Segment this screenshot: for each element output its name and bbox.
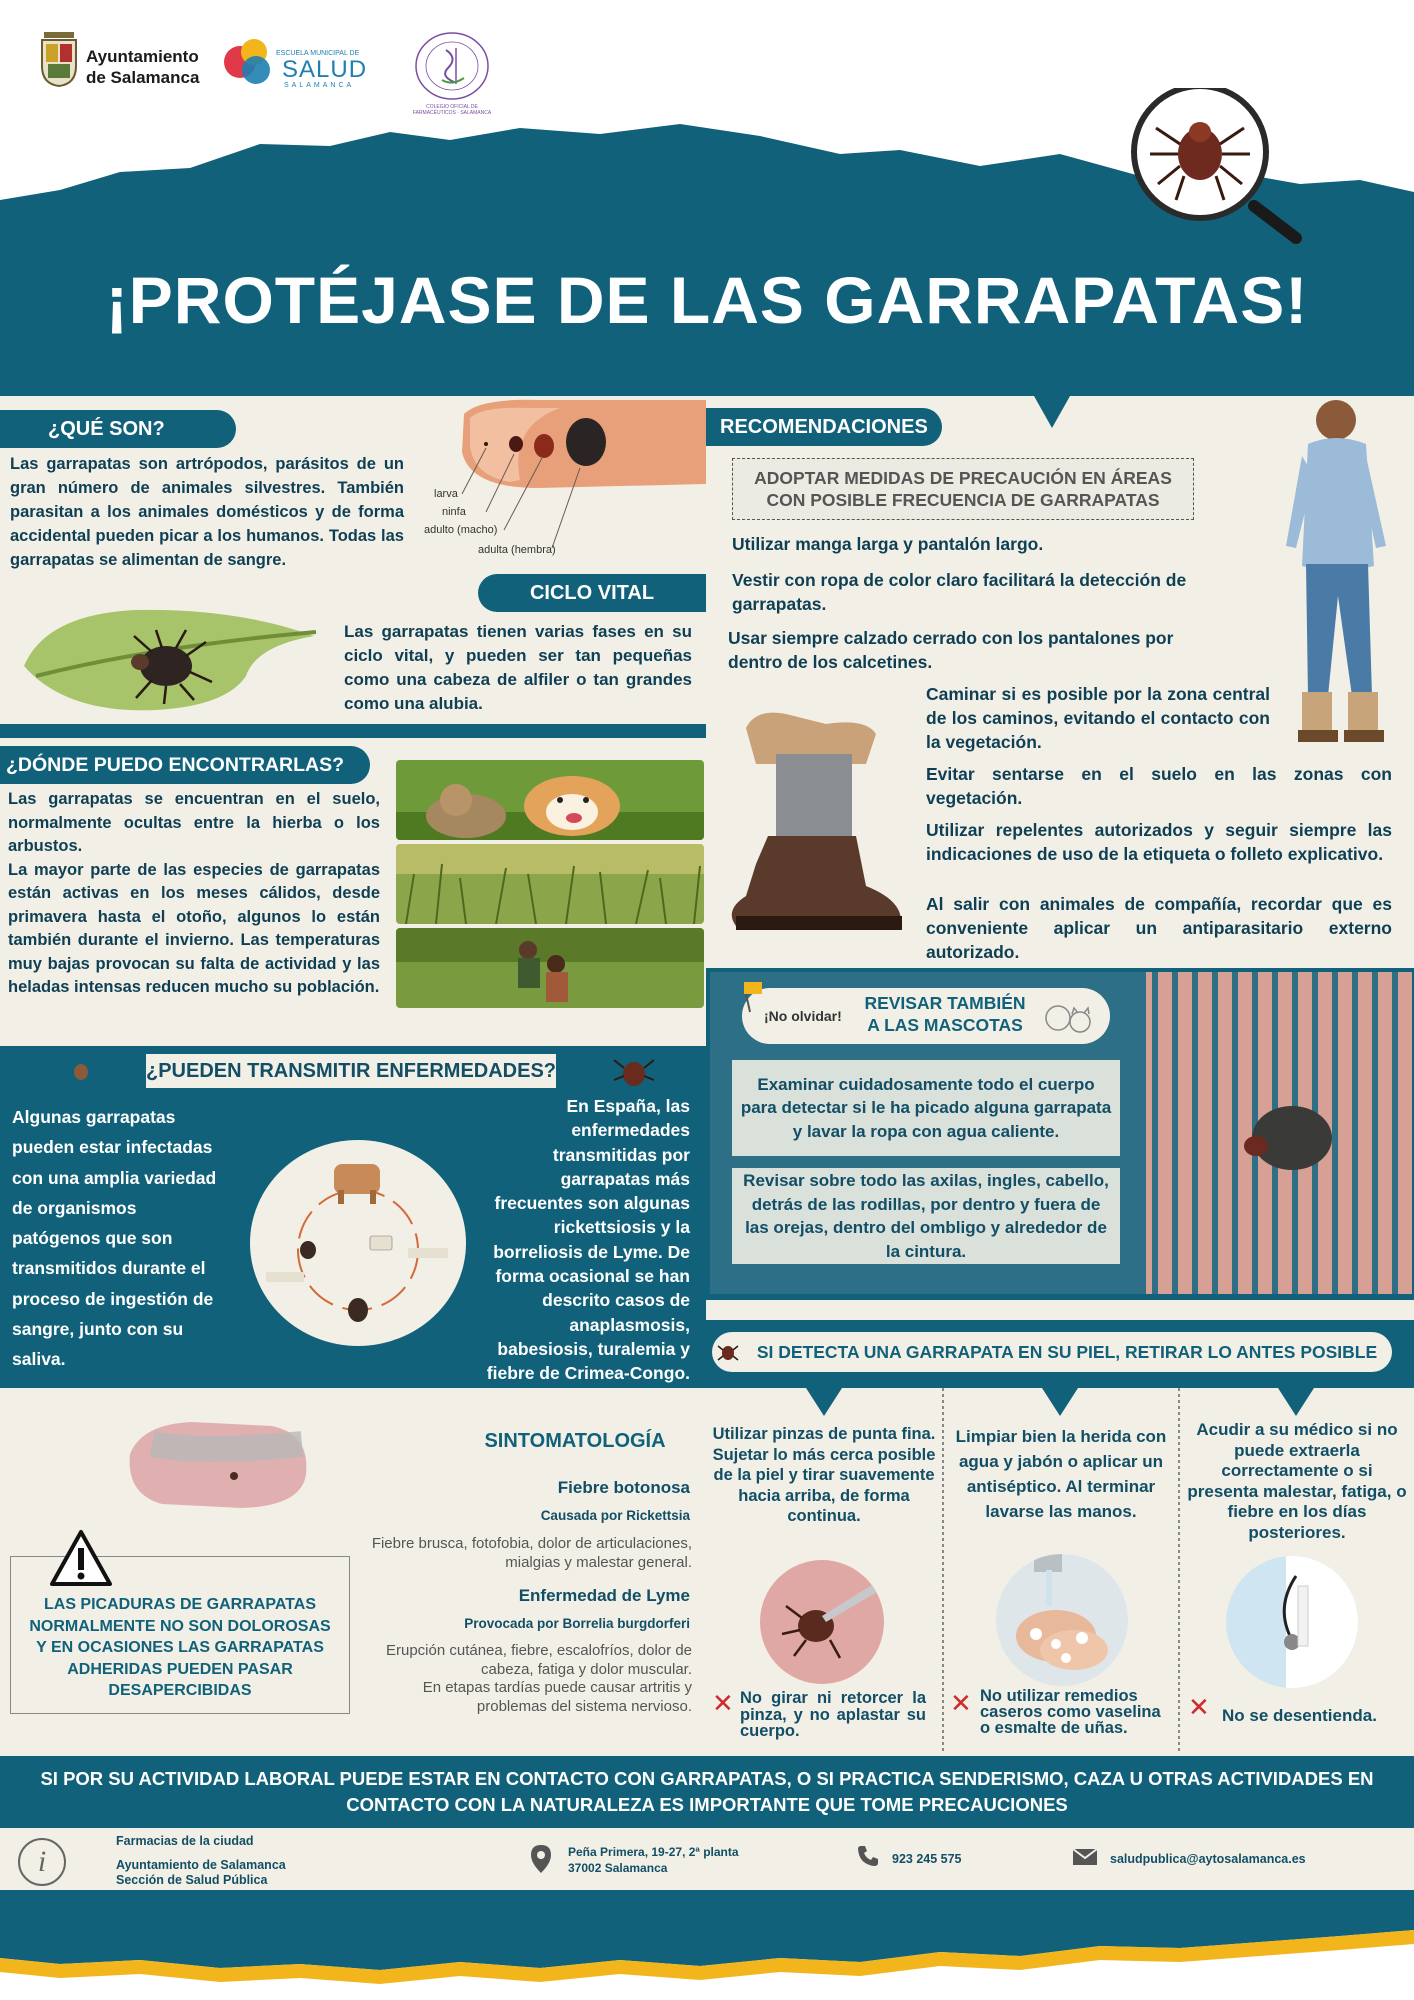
footer-info-1: Farmacias de la ciudad [116, 1834, 254, 1848]
hiker-image [1262, 396, 1412, 766]
warning-text: LAS PICADURAS DE GARRAPATAS NORMALMENTE NO SON DOLOROSAS Y EN OCASIONES LAS GARRAPATAS ADHERIDAS PUEDEN PASAR DESAPERCIBIDAS [29, 1596, 331, 1699]
d1-name: Fiebre botonosa [557, 1478, 690, 1497]
donde-text [8, 788, 380, 1000]
mascotas-box-2: Revisar sobre todo las axilas, ingles, cabello, detrás de las rodillas, por dentro y fuera de las orejas, dentro del ombligo y alrededor de la cintura. [732, 1168, 1120, 1264]
donde-p1: Las garrapatas se encuentran en el suelo, normalmente ocultas entre la hierba o los arbustos. [8, 790, 380, 855]
col-divider-2 [1178, 1388, 1180, 1752]
d2-name: Enfermedad de Lyme [518, 1586, 690, 1605]
logo-salud-sub: SALAMANCA [284, 82, 355, 89]
tick-mini-icon [716, 1340, 740, 1364]
salud-logo-icon [220, 34, 278, 90]
donde-heading: ¿DÓNDE PUEDO ENCONTRARLAS? [0, 746, 370, 784]
photo-grass [396, 844, 704, 924]
que-son-text: Las garrapatas son artrópodos, parásitos de un gran número de animales silvestres. También parasitan a los animales domésticos y de forma accidental pueden picar a los humanos. Todas las garrapatas se alimentan de sangre. [10, 455, 404, 569]
photo-hikers [396, 928, 704, 1008]
mascotas-heading: REVISAR TAMBIÉN A LAS MASCOTAS [864, 993, 1026, 1035]
washing-hands-photo [996, 1554, 1128, 1686]
col-arrow-1 [806, 1388, 842, 1416]
phone-icon [856, 1844, 880, 1868]
tick-on-leaf-image [16, 606, 328, 714]
col1-no-icon: ✕ [712, 1688, 734, 1718]
rec-item-2: Vestir con ropa de color claro facilitará la detección de garrapatas. [732, 570, 1187, 614]
no-olvidar-tag: ¡No olvidar! [764, 1008, 842, 1024]
rec-item-3: Usar siempre calzado cerrado con los pantalones por dentro de los calcetines. [728, 628, 1174, 672]
col3-text: Acudir a su médico si no puede extraerla correctamente o si presenta malestar, fatiga, o fiebre en los días posteriores. [1187, 1420, 1407, 1542]
col1-no: No girar ni retorcer la pinza, y no aplastar su cuerpo. [740, 1689, 926, 1740]
transmitir-heading: ¿PUEDEN TRANSMITIR ENFERMEDADES? [146, 1054, 556, 1088]
coat-of-arms-icon [38, 30, 80, 88]
warning-icon [48, 1528, 114, 1588]
label-ninfa: ninfa [442, 506, 466, 518]
logo-salud-main: SALUD [282, 56, 368, 83]
footer-address: Peña Primera, 19-27, 2ª planta 37002 Salamanca [568, 1845, 739, 1875]
d2-text: Erupción cutánea, fiebre, escalofríos, dolor de cabeza, fatiga y dolor muscular. En etapas tardías puede causar artritis y problemas del sistema nervioso. [385, 1642, 692, 1715]
tweezers-tick-photo [760, 1560, 884, 1684]
notch-arrow-icon [1034, 396, 1070, 428]
pharmacy-seal-text: COLEGIO OFICIAL DE FARMACÉUTICOS · SALAMANCA [412, 104, 492, 116]
doctor-photo [1226, 1556, 1358, 1688]
divider-bar [0, 724, 706, 738]
photo-dog-cat [396, 760, 704, 840]
col-arrow-2 [1042, 1388, 1078, 1416]
magnifier-tick-icon [1118, 88, 1414, 248]
ciclo-vital-text: Las garrapatas tienen varias fases en su ciclo vital, y pueden ser tan pequeñas como una cabeza de alfiler o tan grandes como una alubia. [344, 622, 692, 713]
footer-info-2: Ayuntamiento de Salamanca Sección de Salud Pública [116, 1858, 286, 1887]
pharmacy-seal-icon [412, 30, 492, 102]
small-tick-icon [70, 1060, 92, 1082]
col3-no: No se desentienda. [1222, 1706, 1377, 1725]
logo-salud-top: ESCUELA MUNICIPAL DE [276, 50, 360, 57]
sintomas-heading: SINTOMATOLOGÍA [484, 1430, 666, 1452]
rec-item-4: Caminar si es posible por la zona central de los caminos, evitando el contacto con la vegetación. [926, 684, 1270, 752]
ciclo-vital-heading: CICLO VITAL [478, 574, 706, 612]
que-son-heading: ¿QUÉ SON? [0, 410, 236, 448]
footer-email[interactable]: saludpublica@aytosalamanca.es [1110, 1852, 1306, 1866]
rec-item-6: Utilizar repelentes autorizados y seguir siempre las indicaciones de uso de la etiqueta o folleto explicativo. [926, 820, 1392, 864]
pets-icon [1040, 1000, 1096, 1036]
rec-item-5: Evitar sentarse en el suelo en las zonas con vegetación. [926, 764, 1392, 808]
donde-p2: La mayor parte de las especies de garrapatas están activas en los meses cálidos, desde primavera hasta el otoño, algunos lo están también durante el invierno. Las temperaturas muy bajas provocan su falta de actividad y las heladas intensas reducen mucho su población. [8, 860, 380, 996]
logo-ayuntamiento: Ayuntamiento de Salamanca [86, 47, 200, 87]
large-tick-icon [612, 1052, 656, 1092]
pin-icon [740, 980, 766, 1014]
rec-item-1: Utilizar manga larga y pantalón largo. [732, 534, 1044, 554]
skin-tick-photo [1146, 972, 1412, 1294]
boot-sock-image [716, 704, 912, 940]
d1-cause: Causada por Rickettsia [540, 1508, 690, 1523]
transmitir-right-text: En España, las enfermedades transmitidas por garrapatas más frecuentes son algunas rickettsiosis y la borreliosis de Lyme. De forma ocasional se han descrito casos de anaplasmosis, babesiosis, turalemia y fiebre de Crimea-Congo. [486, 1096, 690, 1384]
recomendaciones-heading: RECOMENDACIONES [706, 408, 942, 446]
precaution-box: ADOPTAR MEDIDAS DE PRECAUCIÓN EN ÁREAS CON POSIBLE FRECUENCIA DE GARRAPATAS [732, 458, 1194, 520]
location-icon [530, 1844, 552, 1874]
d2-cause: Provocada por Borrelia burgdorferi [464, 1616, 690, 1631]
col1-text: Utilizar pinzas de punta fina. Sujetar lo más cerca posible de la piel y tirar suavemente hacia arriba, de forma continua. [712, 1425, 936, 1525]
tick-cycle-diagram [250, 1140, 466, 1346]
retirar-heading: SI DETECTA UNA GARRAPATA EN SU PIEL, RETIRAR LO ANTES POSIBLE [756, 1341, 1378, 1362]
label-adulta-hembra: adulta (hembra) [478, 544, 556, 556]
col-divider-1 [942, 1388, 944, 1752]
skin-bite-photo [122, 1414, 312, 1514]
mascotas-box-1: Examinar cuidadosamente todo el cuerpo para detectar si le ha picado alguna garrapata y lavar la ropa con agua caliente. [732, 1060, 1120, 1156]
col2-no-icon: ✕ [950, 1688, 972, 1718]
info-icon: i [18, 1838, 66, 1886]
col-arrow-3 [1278, 1388, 1314, 1416]
email-icon [1072, 1848, 1098, 1866]
d1-text: Fiebre brusca, fotofobia, dolor de articulaciones, mialgias y malestar general. [371, 1535, 692, 1571]
col2-no: No utilizar remedios caseros como vaselina o esmalte de uñas. [980, 1687, 1161, 1737]
label-larva: larva [434, 488, 458, 500]
col3-no-icon: ✕ [1188, 1692, 1210, 1722]
page-title: ¡PROTÉJASE DE LAS GARRAPATAS! [105, 263, 1309, 337]
bottom-wave [0, 1890, 1414, 2000]
col2-text: Limpiar bien la herida con agua y jabón o aplicar un antiséptico. Al terminar lavarse las manos. [955, 1427, 1167, 1521]
precaution-banner-text: SI POR SU ACTIVIDAD LABORAL PUEDE ESTAR EN CONTACTO CON GARRAPATAS, O SI PRACTICA SENDERISMO, CAZA U OTRAS ACTIVIDADES EN CONTACTO CON LA NATURALEZA ES IMPORTANTE QUE TOME PRECAUCIONES [40, 1768, 1374, 1815]
retirar-band [706, 1300, 1414, 1320]
footer-phone: 923 245 575 [892, 1852, 962, 1866]
rec-item-7: Al salir con animales de compañía, recordar que es conveniente aplicar un antiparasitario externo autorizado. [926, 894, 1392, 962]
transmitir-left-text: Algunas garrapatas pueden estar infectadas con una amplia variedad de organismos patógenos que son transmitidos durante el proceso de ingestión de sangre, junto con su saliva. [12, 1107, 217, 1370]
label-adulto-macho: adulto (macho) [424, 524, 498, 536]
